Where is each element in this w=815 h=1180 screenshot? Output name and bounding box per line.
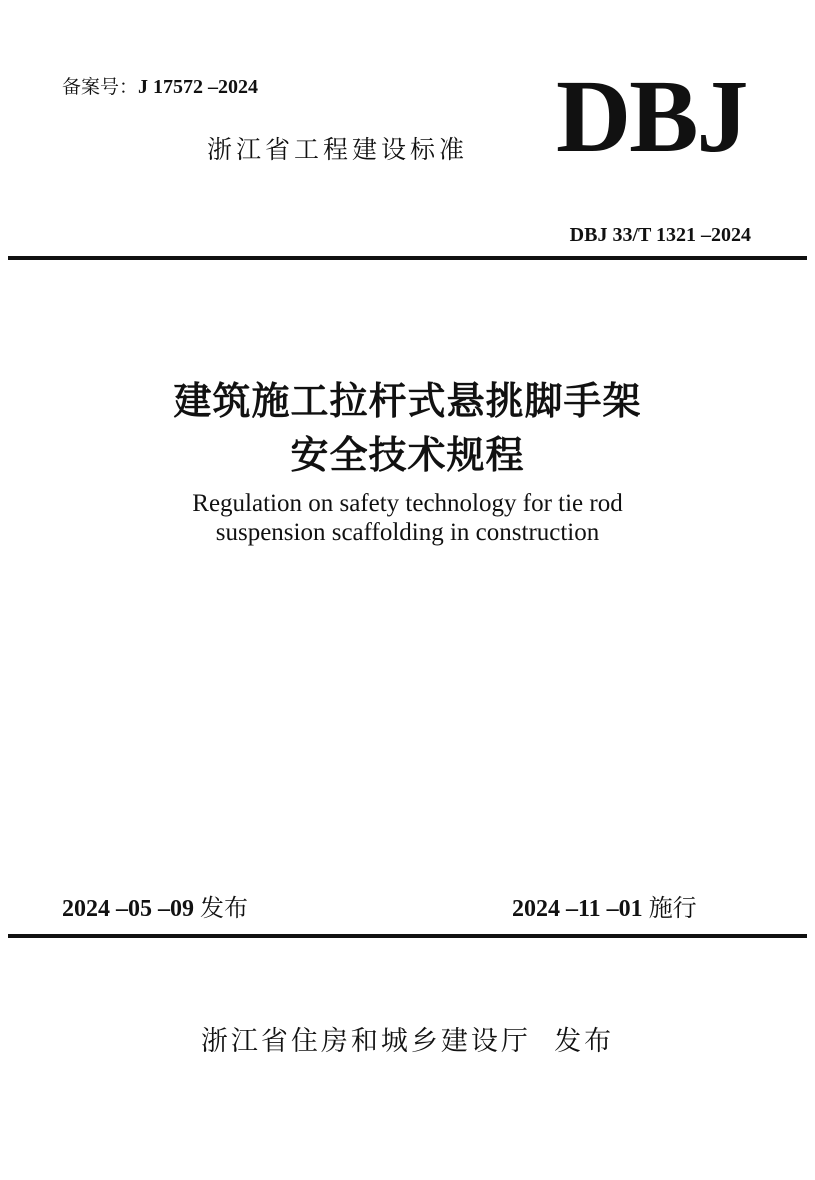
top-divider — [8, 256, 807, 260]
bottom-divider — [8, 934, 807, 938]
standard-code: DBJ 33/T 1321 –2024 — [569, 224, 751, 246]
release-date: 2024 –05 –09 — [62, 896, 194, 922]
title-cn-line-1: 建筑施工拉杆式悬挑脚手架 — [173, 378, 642, 423]
dbj-logo: DBJ — [556, 59, 747, 174]
effective-date-line — [512, 888, 697, 923]
publisher: 浙江省住房和城乡建设厅 发布 — [200, 1026, 615, 1057]
title-cn-line-2: 安全技术规程 — [290, 432, 525, 477]
effective-date: 2024 –11 –01 — [512, 896, 643, 922]
record-label: 备案号： — [62, 76, 139, 98]
title-en-line-1: Regulation on safety technology for tie rod — [192, 490, 623, 517]
release-label: 发布 — [200, 894, 248, 922]
record-number: J 17572 –2024 — [138, 76, 259, 98]
record-number-line — [62, 72, 258, 99]
title-en-line-2: suspension scaffolding in construction — [215, 519, 600, 546]
release-date-line — [62, 888, 248, 923]
standard-category: 浙江省工程建设标准 — [207, 135, 469, 164]
effective-label: 施行 — [648, 894, 697, 922]
